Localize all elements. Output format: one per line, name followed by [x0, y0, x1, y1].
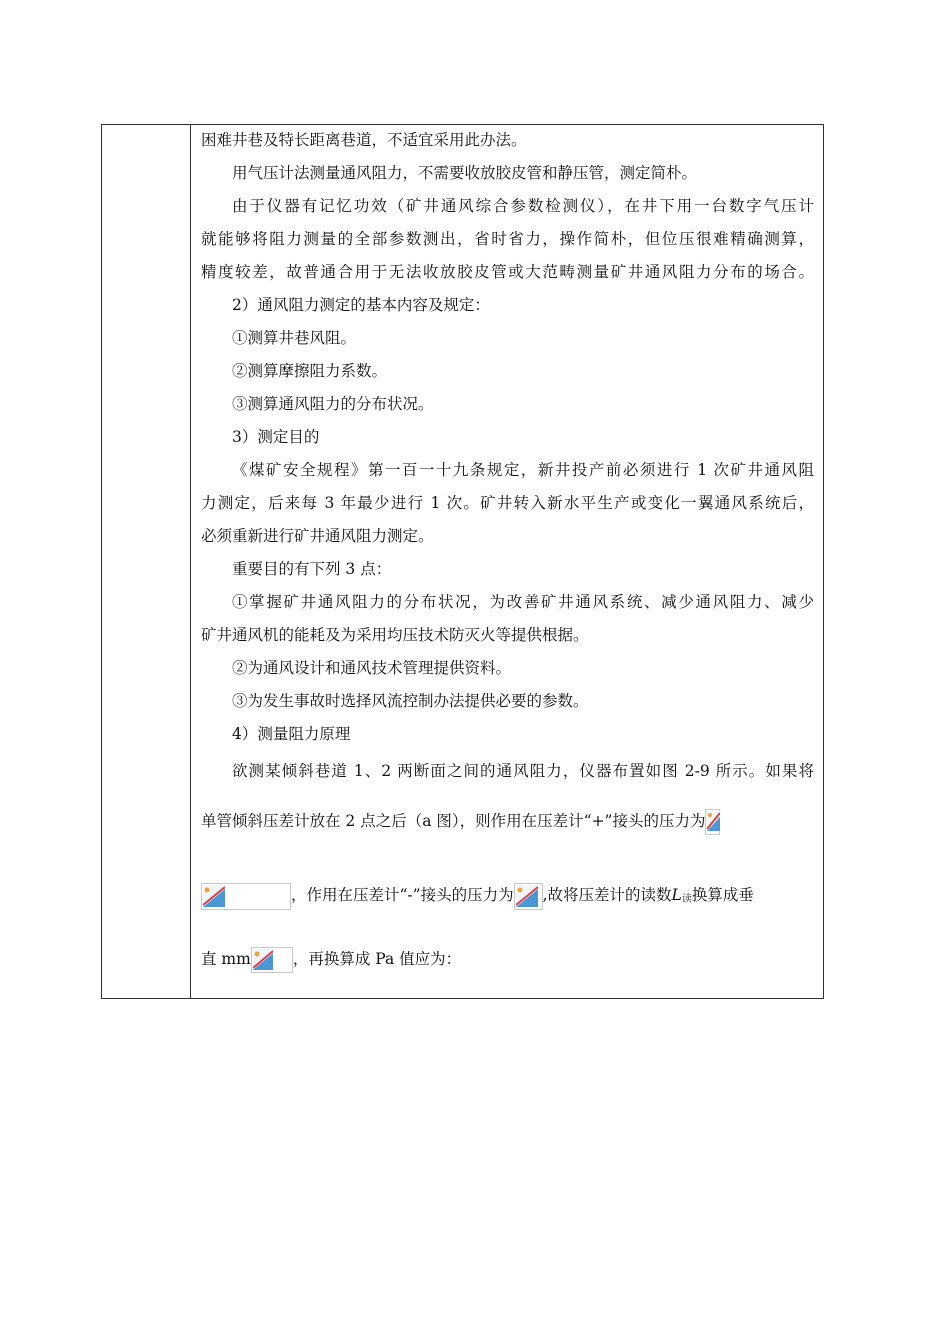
- list-item: ①掌握矿井通风阻力的分布状况，为改善矿井通风系统、减少通风阻力、减少: [232, 593, 814, 611]
- list-item: ②测算摩擦阻力系数。: [232, 362, 388, 380]
- paragraph-line: 困难井巷及特长距离巷道，不适宜采用此办法。: [201, 131, 527, 149]
- section-heading: 2）通风阻力测定的基本内容及规定：: [232, 296, 490, 314]
- section-heading: 4）测量阻力原理: [232, 725, 351, 743]
- paragraph-line: 精度较差，故普通合用于无法收放胶皮管或大范畴测量矿井通风阻力分布的场合。: [201, 263, 814, 281]
- paragraph-text: ，再换算成 Pa 值应为：: [292, 950, 462, 968]
- variable-subscript: 读: [681, 894, 692, 905]
- paragraph-line: 欲测某倾斜巷道 1、2 两断面之间的通风阻力，仪器布置如图 2-9 所示。如果将: [232, 762, 814, 780]
- document-table: [101, 124, 824, 999]
- list-item: ③测算通风阻力的分布状况。: [232, 395, 434, 413]
- table-content-cell: [191, 125, 823, 998]
- paragraph-line: 力测定，后来每 3 年最少进行 1 次。矿井转入新水平生产或变化一翼通风系统后，: [201, 494, 814, 512]
- paragraph-line: 重要目的有下列 3 点：: [232, 560, 392, 578]
- broken-image-icon: [251, 947, 293, 973]
- paragraph-text: ,故将压差计的读数: [542, 886, 672, 904]
- table-left-cell: [102, 125, 191, 998]
- section-heading: 3）测定目的: [232, 428, 320, 446]
- paragraph-text: 换算成垂: [691, 886, 754, 904]
- paragraph-line: 就能够将阻力测量的全部参数测出，省时省力，操作简朴，但位压很难精确测算，: [201, 230, 814, 248]
- paragraph-line: 必须重新进行矿井通风阻力测定。: [201, 527, 434, 545]
- broken-image-icon: [705, 809, 720, 835]
- list-item: ②为通风设计和通风技术管理提供资料。: [232, 659, 512, 677]
- formula-line-1: [201, 803, 814, 863]
- broken-image-icon: [514, 883, 543, 910]
- paragraph-line: 《煤矿安全规程》第一百一十九条规定，新井投产前必须进行 1 次矿井通风阻: [232, 461, 814, 479]
- variable-l: L: [671, 886, 682, 904]
- formula-line-2: [201, 877, 814, 935]
- paragraph-text: 单管倾斜压差计放在 2 点之后（a 图），则作用在压差计“+”接头的压力为: [201, 812, 706, 830]
- list-item: ③为发生事故时选择风流控制办法提供必要的参数。: [232, 692, 589, 710]
- paragraph-line: 用气压计法测量通风阻力，不需要收放胶皮管和静压管，测定简朴。: [232, 164, 698, 182]
- paragraph-text: 直 mm: [201, 950, 251, 968]
- broken-image-icon: [201, 883, 291, 910]
- list-item-continuation: 矿井通风机的能耗及为采用均压技术防灭火等提供根据。: [201, 626, 589, 644]
- paragraph-line: 由于仪器有记忆功效（矿井通风综合参数检测仪），在井下用一台数字气压计: [232, 197, 814, 215]
- paragraph-text: ，作用在压差计“-”接头的压力为: [291, 886, 514, 904]
- list-item: ①测算井巷风阻。: [232, 329, 357, 347]
- formula-line-3: [201, 941, 814, 993]
